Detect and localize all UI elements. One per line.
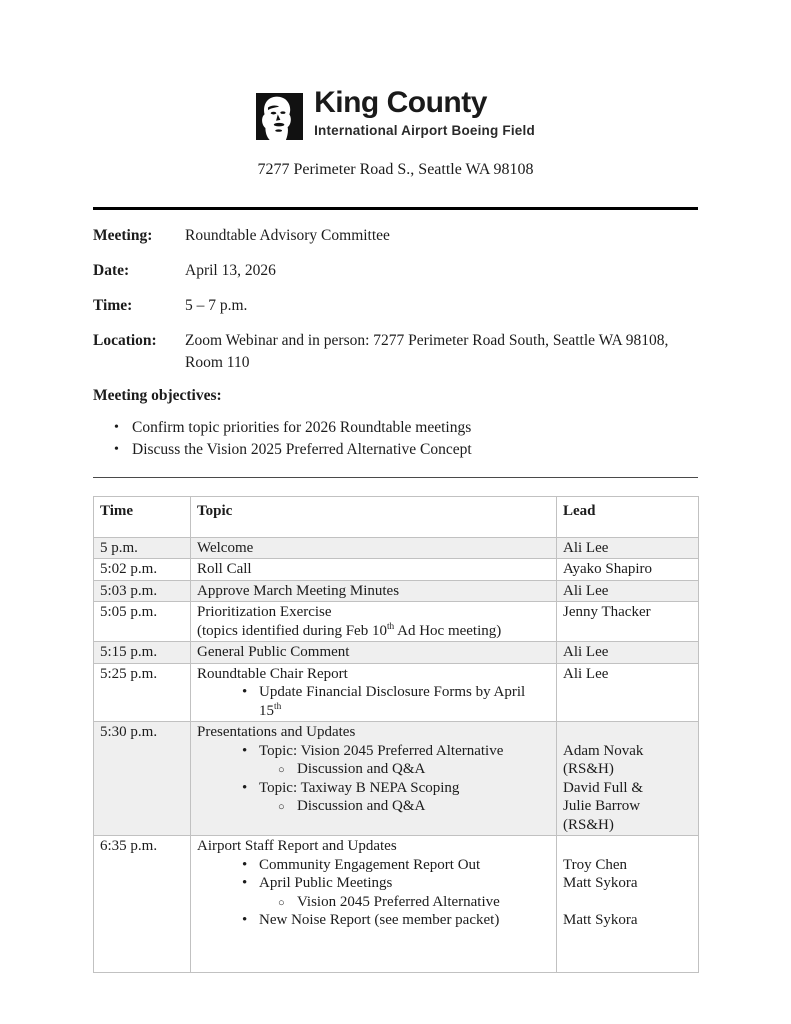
topic-text: Vision 2045 Preferred Alternative [297, 893, 500, 910]
topic-text: Community Engagement Report Out [259, 856, 481, 873]
objective-text: Confirm topic priorities for 2026 Roundtable meetings [132, 419, 472, 436]
lead-line: (RS&H) [563, 761, 614, 777]
topic-text: Roundtable Chair Report [197, 665, 348, 682]
topic-cell [191, 602, 557, 642]
meeting-info [93, 225, 698, 374]
topic-line [197, 560, 550, 579]
info-value-line: Room 110 [185, 354, 250, 371]
bullet-icon: • [114, 441, 119, 457]
bullet-icon: • [242, 684, 248, 700]
col-header-lead: Lead [557, 497, 699, 538]
time-cell: 5 p.m. [94, 537, 191, 559]
topic-text: (topics identified during Feb 10 [197, 622, 387, 639]
agenda-row [94, 580, 699, 602]
circle-bullet-icon: ○ [278, 801, 285, 813]
lead-cell [557, 836, 699, 973]
agenda-row [94, 722, 699, 836]
topic-line [197, 622, 550, 641]
bullet-icon: • [242, 856, 248, 873]
topic-text: Roll Call [197, 561, 252, 577]
info-label: Location: [93, 332, 157, 349]
topic-line [197, 797, 550, 816]
lead-line: Ayako Shapiro [563, 561, 653, 577]
bullet-icon: • [242, 912, 248, 928]
topic-line [197, 856, 550, 875]
agenda-row [94, 642, 699, 664]
info-value [185, 225, 698, 247]
topic-text: Approve March Meeting Minutes [197, 582, 400, 599]
topic-cell [191, 722, 557, 836]
topic-text: Airport Staff Report and Updates [197, 838, 397, 854]
info-value-line: April 13, 2026 [185, 262, 276, 279]
bullet-icon: • [114, 420, 119, 435]
agenda-row [94, 537, 699, 559]
header-rule [93, 207, 698, 210]
info-label: Meeting: [93, 227, 153, 244]
topic-line [197, 760, 550, 779]
info-value-line: Zoom Webinar and in person: 7277 Perimeter Road South, Seattle WA 98108, [185, 332, 669, 349]
topic-line [197, 779, 550, 798]
topic-text: Topic: Taxiway B NEPA Scoping [259, 779, 460, 796]
agenda-row [94, 559, 699, 581]
org-subtitle: International Airport Boeing Field [314, 123, 535, 138]
agenda-header-row [94, 497, 699, 538]
objective-item [93, 417, 698, 439]
topic-line [197, 893, 550, 912]
lead-line: Ali Lee [563, 539, 609, 556]
lead-line: Troy Chen [563, 856, 628, 873]
topic-text: New Noise Report (see member packet) [259, 912, 500, 928]
topic-text: Topic: Vision 2045 Preferred Alternative [259, 742, 504, 759]
info-row [93, 260, 698, 282]
col-header-time: Time [94, 497, 191, 538]
agenda-table [93, 496, 699, 973]
time-cell: 5:25 p.m. [94, 663, 191, 722]
lead-line: Matt Sykora [563, 912, 638, 928]
bullet-icon: • [242, 742, 248, 759]
topic-line [197, 665, 550, 684]
topic-line [197, 874, 550, 893]
topic-text: Ad Hoc meeting) [394, 622, 502, 639]
lead-line: Ali Lee [563, 644, 609, 660]
info-row [93, 330, 698, 374]
topic-cell [191, 559, 557, 581]
lead-line: Ali Lee [563, 665, 609, 682]
lead-line [563, 837, 692, 856]
topic-line [197, 643, 550, 662]
bullet-icon: • [242, 875, 248, 891]
circle-bullet-icon: ○ [278, 896, 285, 909]
time-cell: 5:30 p.m. [94, 722, 191, 836]
brand-header [93, 87, 698, 140]
topic-text: Discussion and Q&A [297, 798, 426, 814]
topic-text: Update Financial Disclosure Forms by April 15 [259, 684, 526, 719]
lead-cell [557, 580, 699, 602]
time-cell: 5:03 p.m. [94, 580, 191, 602]
time-cell: 5:02 p.m. [94, 559, 191, 581]
col-header-topic: Topic [191, 497, 557, 538]
time-cell: 5:05 p.m. [94, 602, 191, 642]
info-label: Time: [93, 297, 133, 314]
lead-line: (RS&H) [563, 816, 614, 833]
info-value-line: Roundtable Advisory Committee [185, 227, 390, 244]
lead-cell [557, 602, 699, 642]
king-county-logo-icon [256, 93, 303, 140]
topic-text: General Public Comment [197, 644, 350, 660]
topic-text: Welcome [197, 539, 254, 556]
agenda-row [94, 602, 699, 642]
lead-line: Matt Sykora [563, 875, 638, 891]
topic-line [197, 911, 550, 930]
topic-cell [191, 663, 557, 722]
topic-cell [191, 836, 557, 973]
info-row [93, 295, 698, 317]
lead-line: David Full & [563, 779, 644, 796]
org-address: 7277 Perimeter Road S., Seattle WA 98108 [257, 161, 534, 178]
topic-cell [191, 642, 557, 664]
lead-cell [557, 722, 699, 836]
topic-line [197, 683, 550, 720]
org-name: King County [314, 86, 487, 119]
lead-cell [557, 559, 699, 581]
topic-text: April Public Meetings [259, 875, 393, 891]
info-value [185, 295, 698, 317]
circle-bullet-icon: ○ [278, 764, 285, 776]
topic-text: Discussion and Q&A [297, 761, 426, 777]
objectives-heading: Meeting objectives: [93, 387, 222, 404]
topic-text: Presentations and Updates [197, 724, 356, 740]
topic-text: Prioritization Exercise [197, 604, 332, 620]
brand-text [314, 87, 535, 138]
time-cell: 5:15 p.m. [94, 642, 191, 664]
topic-cell [191, 580, 557, 602]
topic-line [197, 837, 550, 856]
lead-line [563, 893, 692, 912]
topic-line [197, 582, 550, 601]
lead-line: Jenny Thacker [563, 604, 651, 620]
section-separator [93, 477, 698, 478]
topic-line [197, 742, 550, 761]
topic-line [197, 539, 550, 558]
lead-cell [557, 537, 699, 559]
lead-line: Adam Novak [563, 742, 644, 759]
lead-line [563, 723, 692, 742]
lead-cell [557, 663, 699, 722]
objective-item [93, 439, 698, 461]
info-value-line: 5 – 7 p.m. [185, 297, 248, 314]
topic-line [197, 723, 550, 742]
agenda-row [94, 836, 699, 973]
bullet-icon: • [242, 779, 248, 796]
agenda-row [94, 663, 699, 722]
lead-line: Julie Barrow [563, 798, 641, 814]
lead-cell [557, 642, 699, 664]
info-value [185, 260, 698, 282]
time-cell: 6:35 p.m. [94, 836, 191, 973]
topic-line [197, 603, 550, 622]
lead-line: Ali Lee [563, 582, 609, 599]
superscript-text: th [386, 621, 395, 632]
objective-text: Discuss the Vision 2025 Preferred Alternative Concept [132, 440, 472, 458]
info-label: Date: [93, 262, 130, 279]
info-value [185, 330, 698, 374]
topic-cell [191, 537, 557, 559]
superscript-text: th [274, 701, 282, 712]
objectives-list [93, 417, 698, 460]
info-row [93, 225, 698, 247]
